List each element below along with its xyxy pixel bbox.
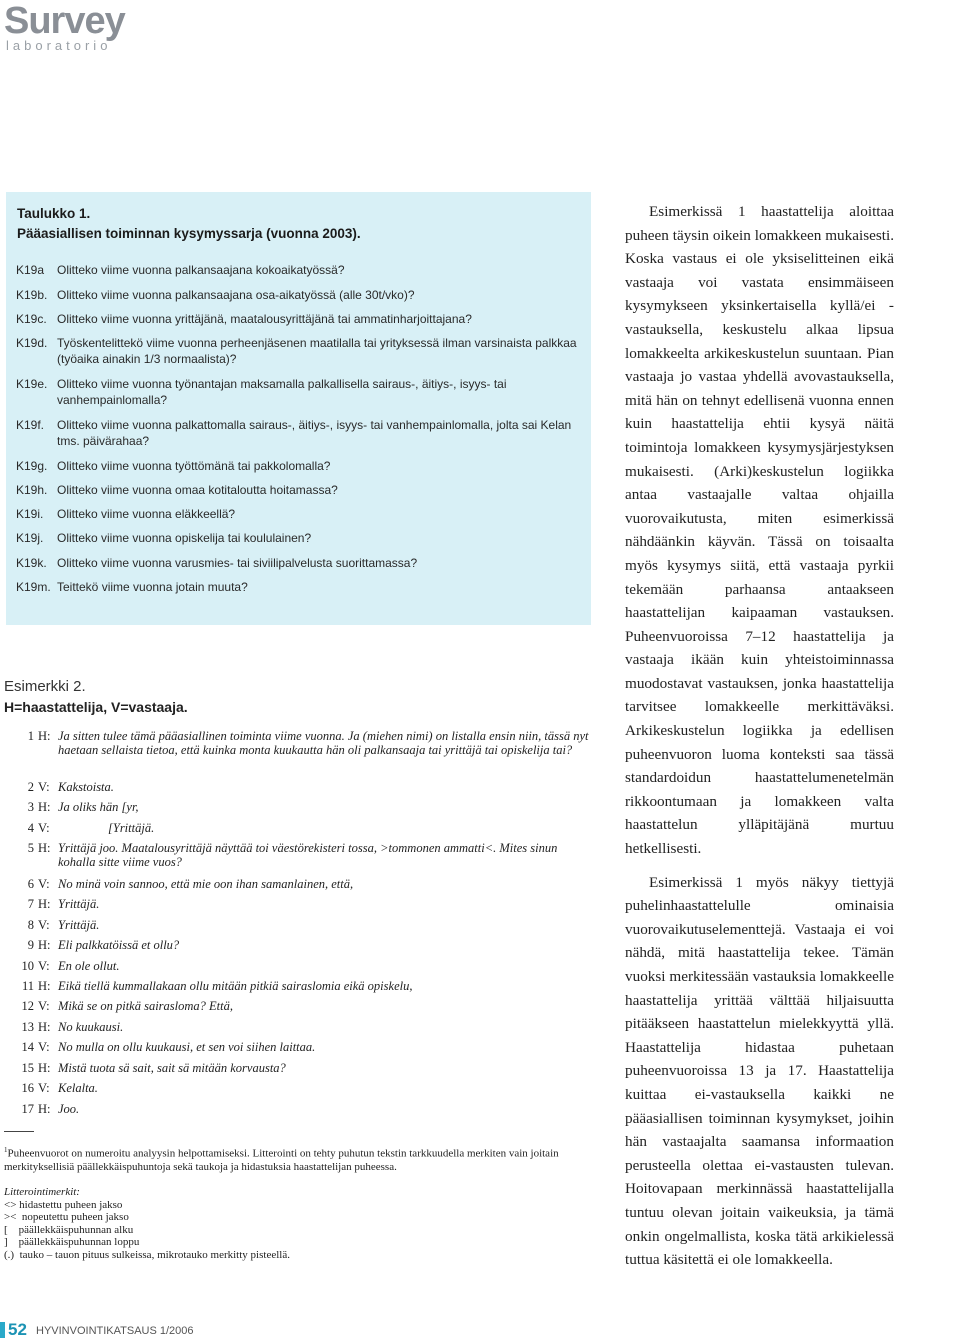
- footnote-text: Puheenvuorot on numeroitu analyysin helpottamiseksi. Litterointi on tehty puhutun tekstin tarkkuudella merkiten vain joitain merkityksellisiä päällekkäispuhuntoja sekä taukoja ja hidastuksia haastattelijan puheessa.: [4, 1147, 559, 1173]
- body-column: [625, 200, 894, 1272]
- transcript-turn: [4, 1061, 594, 1075]
- question-code: K19a: [16, 263, 45, 277]
- turn-number: 3: [27, 800, 34, 814]
- turn-number: 16: [21, 1081, 34, 1095]
- turn-text: Yrittäjä.: [58, 918, 100, 932]
- question-text: Olitteko viime vuonna palkansaajana osa-aikatyössä (alle 30t/vko)?: [57, 288, 415, 302]
- example-title: Esimerkki 2.: [4, 678, 86, 695]
- body-paragraph: Esimerkissä 1 haastattelija aloittaa puheen täysin oikein lomakkeen mukaisesti. Koska vastaus ei ole yksiselitteinen eikä vastaaja voi vastata ensimmäiseen kysymykseen yksinkertaisella kyllä/ei -vastauksella, keskustelu alkaa lipsua lomakkeelta arkikeskustelun suuntaan. Pian vastaaja jo vastaa yhdellä avovastauksella, mitä hän on tehnyt edellisenä vuonna ennen kuin haastattelija ehtii kysyä näitä toimintoja lomakkeen kysymysjärjestyksen mukaisesti. (Arki)keskustelun logiikka antaa vastaajalle valtaa ohjailla vuorovaikutusta, miten esimerkissä nähdäänkin käyvän. Tässä on toisaalta myös kysymys siitä, että vastaaja pyrkii tekemään parhaansa antaakseen haastattelijan kaipaaman vastauksen. Puheenvuoroissa 7–12 haastattelija ja vastaaja ikään kuin yhteistoiminnassa muodostavat vastauksen, jonka haastattelija tarvitsee lomakkeelle merkittäväksi. Arkikeskustelun logiikka ja edellisen puheenvuoron luoma konteksti saa tässä standardoidun haastattelumenetelmän rikkoontumaan ja lomakkeen valta haastattelun ylläpitäjänä murtuu hetkellisesti.: [625, 203, 894, 858]
- turn-number: 7: [27, 897, 34, 911]
- question-text: Työskentelittekö viime vuonna perheenjäsenen maatilalla tai yrityksessä ilman varsinaista palkkaa (työaika ainakin 1/3 normaalista)?: [57, 336, 577, 366]
- question-code: K19f.: [16, 418, 45, 432]
- turn-speaker: H:: [38, 938, 51, 952]
- question-code: K19b.: [16, 288, 48, 302]
- turn-text: Mikä se on pitkä sairasloma? Että,: [58, 999, 233, 1013]
- turn-text: Kelalta.: [58, 1081, 98, 1095]
- legend-item: ] päällekkäispuhunnan loppu: [4, 1236, 140, 1248]
- question-code: K19g.: [16, 459, 48, 473]
- transcript-turn: [4, 1102, 594, 1116]
- turn-number: 4: [27, 821, 34, 835]
- question-item: [16, 506, 581, 522]
- question-item: [16, 262, 581, 278]
- transcript-turn: [4, 800, 594, 814]
- transcript-turn: [4, 729, 594, 757]
- turn-speaker: V:: [38, 999, 50, 1013]
- page-number: 52: [8, 1320, 27, 1339]
- footer-accent-bar: [0, 1322, 5, 1338]
- turn-text: En ole ollut.: [58, 959, 120, 973]
- question-text: Olitteko viime vuonna varusmies- tai siviilipalvelusta suorittamassa?: [57, 556, 418, 570]
- question-code: K19j.: [16, 531, 44, 545]
- footnote-divider: [4, 1131, 34, 1132]
- transcript-turn: [4, 897, 594, 911]
- table-title-number: Taulukko 1.: [17, 206, 91, 221]
- transcript-turn: [4, 1020, 594, 1034]
- turn-number: 1: [27, 729, 34, 743]
- turn-speaker: V:: [38, 959, 50, 973]
- turn-text: Yrittäjä.: [58, 897, 100, 911]
- question-item: [16, 311, 581, 327]
- question-item: [16, 458, 581, 474]
- turn-number: 2: [27, 780, 34, 794]
- turn-speaker: H:: [38, 1020, 51, 1034]
- publication-name: HYVINVOINTIKATSAUS 1/2006: [36, 1325, 194, 1337]
- footnote: [4, 1144, 599, 1174]
- turn-speaker: H:: [38, 979, 51, 993]
- turn-number: 13: [21, 1020, 34, 1034]
- question-text: Olitteko viime vuonna opiskelija tai koululainen?: [57, 531, 312, 545]
- question-item: [16, 530, 581, 546]
- legend-item: <> hidastettu puheen jakso: [4, 1198, 123, 1211]
- turn-text: Ja sitten tulee tämä pääasiallinen toiminta viime vuonna. Ja (miehen nimi) on listalla ensin niin, tässä nyt haetaan sellaista tietoa, että kuinka monta kuukautta hän oli palkansaaja tai yrittäjä tai opiskelija tai?: [58, 729, 589, 757]
- question-code: K19i.: [16, 507, 44, 521]
- turn-speaker: V:: [38, 821, 50, 835]
- legend-item: (.) tauko – tauon pituus sulkeissa, mikrotauko merkitty pisteellä.: [4, 1248, 290, 1261]
- turn-text: No minä voin sannoo, että mie oon ihan samanlainen, että,: [58, 877, 354, 891]
- turn-speaker: V:: [38, 877, 50, 891]
- survey-laboratorio-logo: [4, 0, 164, 53]
- question-item: [16, 579, 581, 595]
- legend-item: >< nopeutettu puheen jakso: [4, 1211, 129, 1223]
- turn-speaker: H:: [38, 729, 51, 743]
- table-title: [17, 204, 361, 244]
- turn-number: 15: [21, 1061, 34, 1075]
- question-text: Olitteko viime vuonna työnantajan maksamalla palkallisella sairaus-, äitiys-, isyys- tai vanhempainlomalla?: [57, 377, 507, 407]
- turn-speaker: H:: [38, 897, 51, 911]
- table-title-text: Pääasiallisen toiminnan kysymyssarja (vuonna 2003).: [17, 226, 361, 241]
- turn-speaker: V:: [38, 1040, 50, 1054]
- turn-number: 14: [21, 1040, 34, 1054]
- turn-number: 10: [21, 959, 34, 973]
- body-paragraph: Esimerkissä 1 myös näkyy tiettyjä puhelinhaastattelulle ominaisia vuorovaikutuselementtejä. Vastaaja ei voi nähdä, mitä haastattelija tekee. Tämän vuoksi merkitessään vastauksia lomakkeelle haastattelija yrittää välttää hiljaisuutta pitääkseen haastattelun mielekkyyttä yllä. Haastattelija hidastaa puhetaan puheenvuoroissa 13 ja 17. Haastattelija kuittaa ei-vastauksella kaikki ne pääasiallisen toiminnan kysymykset, joihin hän vastaajalta saamansa informaation perusteella olettaa ei-vastausten tulevan. Hoitovapaan merkinnässä haastattelijalla tuntuu olevan joitain vaikeuksia, ja tämä onkin ongelmallista, koska tätä arkikielessä tuttua käsitettä ei ole lomakkeella.: [625, 873, 894, 1269]
- turn-speaker: H:: [38, 800, 51, 814]
- legend-item: [ päällekkäispuhunnan alku: [4, 1223, 134, 1236]
- turn-speaker: V:: [38, 1081, 50, 1095]
- turn-number: 8: [27, 918, 34, 932]
- transcript-turn: [4, 1040, 594, 1054]
- question-text: Teittekö viime vuonna jotain muuta?: [57, 580, 248, 594]
- turn-speaker: H:: [38, 1061, 51, 1075]
- transcript-turn: [4, 877, 594, 891]
- transcription-legend: [4, 1186, 290, 1261]
- turn-text: Mistä tuota sä sait, sait sä mitään korvausta?: [58, 1061, 286, 1075]
- turn-number: 5: [27, 841, 34, 855]
- question-item: [16, 555, 581, 571]
- turn-text: Joo.: [58, 1102, 80, 1116]
- turn-text: Eli palkkatöissä et ollu?: [58, 938, 180, 952]
- question-code: K19h.: [16, 483, 48, 497]
- legend-title: Litterointimerkit:: [4, 1186, 80, 1198]
- turn-speaker: H:: [38, 841, 51, 855]
- transcript-turn: [4, 979, 594, 993]
- question-code: K19k.: [16, 556, 47, 570]
- transcript-turn: [4, 999, 594, 1013]
- transcript-turn: [4, 841, 594, 869]
- turn-text: Yrittäjä joo. Maatalousyrittäjä näyttää toi väestörekisteri tossa, >tommonen ammatti<. Mites sinun kohalla sitte viime vuos?: [58, 841, 558, 869]
- turn-speaker: V:: [38, 918, 50, 932]
- question-item: [16, 335, 581, 367]
- example-subtitle: H=haastattelija, V=vastaaja.: [4, 699, 188, 715]
- question-item: [16, 376, 581, 408]
- turn-speaker: H:: [38, 1102, 51, 1116]
- question-text: Olitteko viime vuonna palkattomalla sairaus-, äitiys-, isyys- tai vanhempainlomalla, jolta sai Kelan tms. päivärahaa?: [57, 418, 572, 448]
- footnote-mark: 1: [4, 1146, 8, 1154]
- turn-number: 6: [27, 877, 34, 891]
- question-text: Olitteko viime vuonna omaa kotitaloutta hoitamassa?: [57, 483, 338, 497]
- turn-text: Kakstoista.: [58, 780, 114, 794]
- turn-text: Eikä tiellä kummallakaan ollu mitään pitkiä sairaslomia eikä opiskelu,: [58, 979, 413, 993]
- logo-wordmark: Survey: [4, 0, 125, 42]
- transcript-turn: [4, 918, 594, 932]
- turn-speaker: V:: [38, 780, 50, 794]
- turn-number: 11: [21, 979, 34, 993]
- turn-number: 9: [27, 938, 34, 952]
- transcript-turn: [4, 959, 594, 973]
- turn-text: No mulla on ollu kuukausi, et sen voi siihen laittaa.: [58, 1040, 316, 1054]
- question-code: K19c.: [16, 312, 47, 326]
- question-item: [16, 417, 581, 449]
- question-code: K19d.: [16, 336, 48, 350]
- turn-number: 17: [21, 1102, 34, 1116]
- turn-text: Ja oliks hän [yr,: [58, 800, 139, 814]
- question-text: Olitteko viime vuonna palkansaajana kokoaikatyössä?: [57, 263, 345, 277]
- turn-number: 12: [21, 999, 34, 1013]
- question-code: K19e.: [16, 377, 48, 391]
- transcript-turn: [4, 780, 594, 794]
- transcript-turn: [4, 821, 594, 835]
- turn-text: No kuukausi.: [58, 1020, 124, 1034]
- turn-text: [Yrittäjä.: [58, 821, 155, 835]
- question-item: [16, 482, 581, 498]
- question-text: Olitteko viime vuonna eläkkeellä?: [57, 507, 236, 521]
- question-text: Olitteko viime vuonna yrittäjänä, maatalousyrittäjänä tai ammatinharjoittajana?: [57, 312, 472, 326]
- table-box: [6, 192, 591, 625]
- transcript-turn: [4, 938, 594, 952]
- question-item: [16, 287, 581, 303]
- question-code: K19m.: [16, 580, 51, 594]
- question-text: Olitteko viime vuonna työttömänä tai pakkolomalla?: [57, 459, 331, 473]
- logo-subtitle: laboratorio: [6, 38, 112, 53]
- transcript-turn: [4, 1081, 594, 1095]
